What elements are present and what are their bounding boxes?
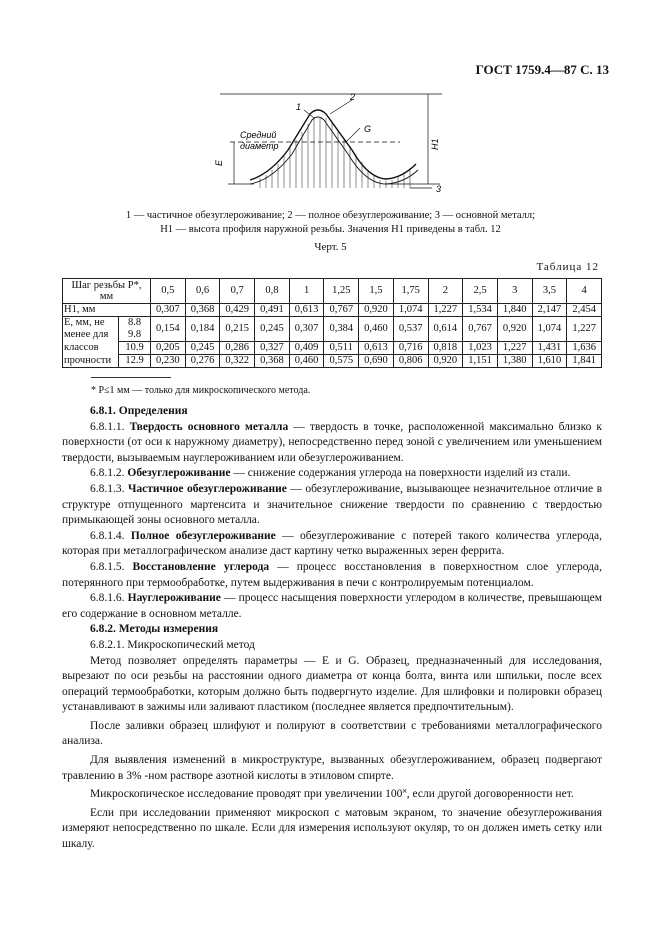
para-magnification: Микроскопическое исследование проводят при увеличении 100˟, если другой договоренности нет. (90, 788, 574, 801)
h1-label: H1, мм (63, 304, 151, 317)
pitch-cell: 1,75 (393, 279, 428, 304)
label-2: 2 (350, 92, 356, 102)
h1-cell: 2,147 (532, 304, 567, 317)
para-method: Метод позволяет определять параметры — E и G. Образец, предназначенный для исследования, вырезают по оси резьбы на расстоянии одного диаметра от конца болта, винта или шпильки, после всех операций термообработки, которым должно быть подвергнуто изделие. Для шлифовки и полировки образец устанавливают в зажимы или заливают пластиком (последнее является предпочтительным). (62, 654, 602, 714)
footnote: * P≤1 мм — только для микроскопического метода. (91, 385, 311, 396)
e-value-cell: 0,613 (359, 342, 394, 355)
para-polish: После заливки образец шлифуют и полируют в соответствии с требованиями металлографического анализа. (62, 719, 602, 748)
table-row-h1 (63, 304, 602, 317)
strength-class-cell: 12.9 (119, 355, 151, 368)
para-6-8-1-5: 6.8.1.5. Восстановление углерода — процесс восстановления в поверхностном слое углерода, потерянного при термообработке, путем выдерживания в печи с контролируемым потенциалом. (62, 560, 603, 589)
h1-cell: 2,454 (567, 304, 602, 317)
figure-number: Черт. 5 (314, 241, 347, 253)
pitch-cell: 3 (497, 279, 532, 304)
label-middle-1: Средний (240, 130, 277, 140)
e-value-cell: 0,322 (220, 355, 255, 368)
e-value-cell: 0,276 (185, 355, 220, 368)
table-title: Таблица 12 (536, 261, 599, 273)
h1-cell: 1,840 (497, 304, 532, 317)
table-12 (62, 278, 602, 368)
thread-profile-figure (210, 88, 450, 208)
label-middle-2: диаметр (240, 141, 279, 151)
pitch-cell: 4 (567, 279, 602, 304)
label-1: 1 (296, 102, 302, 112)
para-6-8-1-2: 6.8.1.2. Обезуглероживание — снижение содержания углерода на поверхности изделий из стали. (90, 467, 571, 480)
e-value-cell: 1,841 (567, 355, 602, 368)
e-value-cell: 1,636 (567, 342, 602, 355)
e-value-cell: 0,205 (151, 342, 186, 355)
h1-cell: 0,767 (324, 304, 359, 317)
e-value-cell: 0,460 (359, 317, 394, 342)
h1-cell: 0,613 (289, 304, 324, 317)
hatching (260, 118, 410, 188)
e-value-cell: 1,151 (463, 355, 498, 368)
e-value-cell: 1,380 (497, 355, 532, 368)
e-value-cell: 0,690 (359, 355, 394, 368)
pitch-cell: 0,6 (185, 279, 220, 304)
e-value-cell: 0,154 (151, 317, 186, 342)
e-value-cell: 0,920 (428, 355, 463, 368)
table-row-e (63, 342, 602, 355)
table-header-row (63, 279, 602, 304)
e-value-cell: 1,431 (532, 342, 567, 355)
h1-cell: 0,368 (185, 304, 220, 317)
e-value-cell: 0,818 (428, 342, 463, 355)
e-label-cell: E, мм, не менее для (63, 317, 119, 342)
pitch-cell: 1,25 (324, 279, 359, 304)
section-6-8-2: 6.8.2. Методы измерения (90, 623, 219, 636)
e-value-cell: 0,537 (393, 317, 428, 342)
label-e: E (214, 159, 224, 166)
para-6-8-1-4: 6.8.1.4. Полное обезуглероживание — обезуглероживание с потерей такого количества углерода, которая при металлографическом анализе даст картину четко выраженных зерен феррита. (62, 529, 602, 558)
label-g: G (364, 124, 372, 134)
e-value-cell: 0,184 (185, 317, 220, 342)
e-value-cell: 0,368 (255, 355, 290, 368)
para-6-8-1-1: 6.8.1.1. Твердость основного металла — твердость в точке, расположенной максимально близко к поверхности (от оси к наружному диаметру), непосредственно перед зоной с увеличением или уменьшением твердости, вызываемым науглероживанием или обезуглероживанием. (62, 420, 602, 464)
e-value-cell: 0,575 (324, 355, 359, 368)
para-6-8-1-3: 6.8.1.3. Частичное обезуглероживание — обезуглероживание, вызывающее незначительное отличие в структуре отпущенного мартенсита и значительное снижение твердости по сравнению с твердостью примыкающей зоны основного металла. (62, 482, 603, 527)
section-6-8-1: 6.8.1. Определения (90, 405, 188, 417)
pitch-cell: 2 (428, 279, 463, 304)
section-6-8-2-1: 6.8.2.1. Микроскопический метод (90, 638, 255, 651)
h1-cell: 0,429 (220, 304, 255, 317)
e-value-cell: 0,215 (220, 317, 255, 342)
e-value-cell: 0,716 (393, 342, 428, 355)
pitch-cell: 3,5 (532, 279, 567, 304)
strength-class-cell: 8.8 9.8 (119, 317, 151, 342)
para-6-8-1-6: 6.8.1.6. Науглероживание — процесс насыщения поверхности углеродом в количестве, превышающем его содержание в основном металле. (62, 592, 603, 620)
h1-cell: 1,534 (463, 304, 498, 317)
e-label-cell: прочности (63, 355, 119, 368)
e-value-cell: 0,460 (289, 355, 324, 368)
e-value-cell: 1,610 (532, 355, 567, 368)
body-text (62, 404, 602, 853)
e-value-cell: 0,307 (289, 317, 324, 342)
para-etching: Для выявления изменений в микроструктуре, вызванных обезуглероживанием, образец подвергают травлению в 3% -ном растворе азотной кислоты в этиловом спирте. (62, 754, 602, 782)
e-value-cell: 0,245 (185, 342, 220, 355)
e-value-cell: 0,920 (497, 317, 532, 342)
figure-caption (60, 209, 601, 237)
strength-class-cell: 10.9 (119, 342, 151, 355)
table-row-e (63, 317, 602, 342)
pitch-cell: 1,5 (359, 279, 394, 304)
pitch-cell: 2,5 (463, 279, 498, 304)
e-value-cell: 0,327 (255, 342, 290, 355)
e-value-cell: 1,227 (497, 342, 532, 355)
h1-cell: 1,227 (428, 304, 463, 317)
h1-cell: 1,074 (393, 304, 428, 317)
pitch-cell: 1 (289, 279, 324, 304)
footnote-rule (91, 377, 171, 378)
label-3: 3 (436, 184, 442, 194)
e-value-cell: 1,227 (567, 317, 602, 342)
e-value-cell: 1,023 (463, 342, 498, 355)
h1-cell: 0,491 (255, 304, 290, 317)
para-microscope: Если при исследовании применяют микроскоп с матовым экраном, то значение обезуглероживания измеряют непосредственно по шкале. Если для измерения используют окуляр, то он должен иметь сетку или шкалу. (62, 806, 602, 851)
e-value-cell: 0,286 (220, 342, 255, 355)
caption-line-1: 1 — частичное обезуглероживание; 2 — полное обезуглероживание; 3 — основной металл; (125, 210, 536, 221)
e-value-cell: 0,806 (393, 355, 428, 368)
e-value-cell: 1,074 (532, 317, 567, 342)
e-value-cell: 0,767 (463, 317, 498, 342)
header-pitch-label: Шаг резьбы P*, мм (63, 279, 151, 304)
e-value-cell: 0,614 (428, 317, 463, 342)
e-value-cell: 0,384 (324, 317, 359, 342)
e-value-cell: 0,230 (151, 355, 186, 368)
e-value-cell: 0,511 (324, 342, 359, 355)
table-row-e (63, 355, 602, 368)
label-h1: H1 (430, 138, 440, 150)
pitch-cell: 0,5 (151, 279, 186, 304)
e-value-cell: 0,409 (289, 342, 324, 355)
pitch-cell: 0,8 (255, 279, 290, 304)
h1-cell: 0,920 (359, 304, 394, 317)
h1-cell: 0,307 (151, 304, 186, 317)
page-header: ГОСТ 1759.4—87 С. 13 (475, 62, 609, 77)
pitch-cell: 0,7 (220, 279, 255, 304)
caption-line-2: H1 — высота профиля наружной резьбы. Значения H1 приведены в табл. 12 (160, 224, 501, 235)
e-value-cell: 0,245 (255, 317, 290, 342)
e-label-cell: классов (63, 342, 119, 355)
